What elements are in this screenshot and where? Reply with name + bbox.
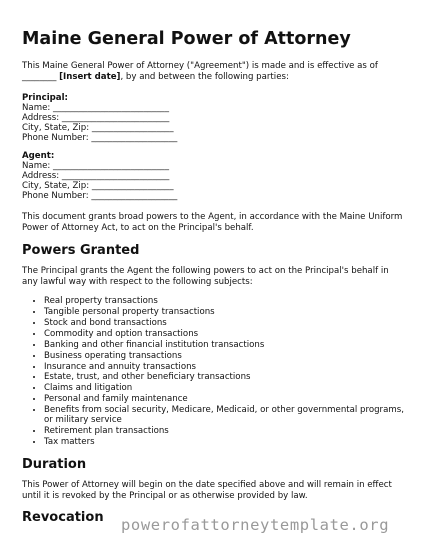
principal-name-field: Name: ___________________________ (22, 103, 169, 114)
list-item: • Stock and bond transactions (44, 318, 407, 329)
principal-heading: Principal: (22, 93, 68, 104)
principal-phone-field: Phone Number: ____________________ (22, 133, 178, 144)
powers-list (22, 296, 407, 448)
site-watermark: powerofattorneytemplate.org (121, 516, 390, 534)
agent-heading: Agent: (22, 151, 55, 162)
list-item: • Tax matters (44, 437, 407, 448)
agent-city-field: City, State, Zip: ___________________ (22, 181, 174, 192)
duration-heading: Duration (22, 456, 87, 472)
revocation-heading: Revocation (22, 510, 104, 526)
intro-date-placeholder: [Insert date] (59, 71, 121, 82)
list-item: • Retirement plan transactions (44, 426, 407, 437)
intro-blank: ________ (22, 71, 57, 82)
principal-city-field: City, State, Zip: ___________________ (22, 123, 174, 134)
document-page (22, 30, 407, 534)
list-item: • Business operating transactions (44, 351, 407, 362)
powers-heading: Powers Granted (22, 242, 140, 258)
powers-intro: The Principal grants the Agent the following powers to act on the Principal's behalf in any lawful way with respect to the following subjects: (22, 265, 389, 287)
agent-name-field: Name: ___________________________ (22, 161, 169, 172)
list-item: • Banking and other financial institution transactions (44, 340, 407, 351)
duration-paragraph: This Power of Attorney will begin on the date specified above and will remain in effect until it is revoked by the Principal or as otherwise provided by law. (22, 480, 392, 501)
list-item: • Claims and litigation (44, 383, 407, 394)
list-item: • Estate, trust, and other beneficiary transactions (44, 372, 407, 383)
agent-phone-field: Phone Number: ____________________ (22, 191, 178, 202)
principal-block (22, 93, 407, 143)
list-item: • Benefits from social security, Medicare, Medicaid, or other governmental programs, or military service (44, 405, 407, 426)
grant-paragraph: This document grants broad powers to the Agent, in accordance with the Maine Uniform Power of Attorney Act, to act on the Principal's behalf. (22, 212, 403, 234)
list-item: • Personal and family maintenance (44, 394, 407, 405)
document-title: Maine General Power of Attorney (22, 29, 351, 49)
intro-paragraph (22, 61, 407, 82)
intro-rest: , by and between the following parties: (120, 71, 289, 82)
list-item: • Tangible personal property transactions (44, 307, 407, 318)
agent-address-field: Address: _________________________ (22, 171, 170, 182)
list-item: • Real property transactions (44, 296, 407, 307)
agent-block (22, 151, 407, 201)
list-item: • Commodity and option transactions (44, 329, 407, 340)
principal-address-field: Address: _________________________ (22, 113, 170, 124)
list-item: • Insurance and annuity transactions (44, 362, 407, 373)
intro-line: This Maine General Power of Attorney ("Agreement") is made and is effective as of (22, 61, 378, 72)
